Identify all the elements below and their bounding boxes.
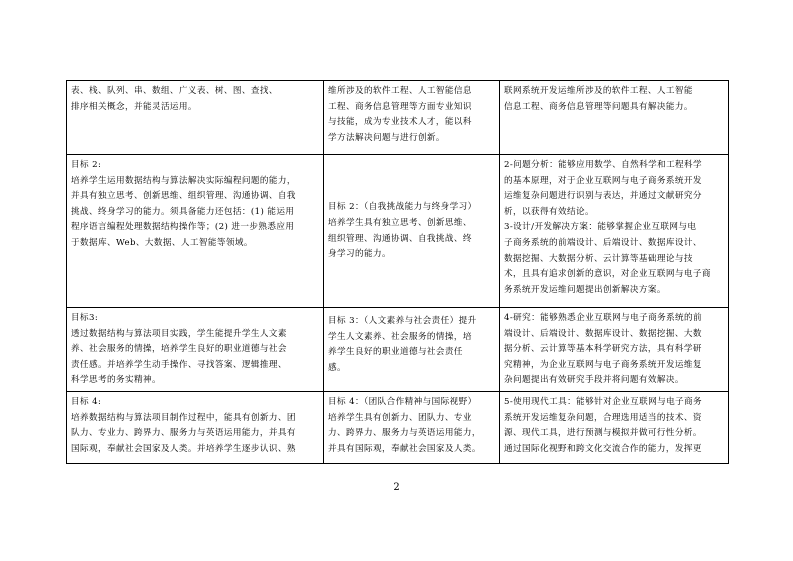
course-goal-cell: 目标 2: 培养学生运用数据结构与算法解决实际编程问题的能力， 并具有独立思考、创新思维、组织管理、沟通协调、自我 挑战、终身学习的能力。须具备能力还包括：(1) 能运用 程序语言编程处理数据结构操作等；(2) 进一步熟悉应用 于数据库、Web、大数据、人工智能等领域。 (67, 155, 324, 308)
graduation-requirement-cell: 4-研究：能够熟悉企业互联网与电子商务系统的前 端设计、后端设计、数据库设计、数据挖掘、大数 据分析、云计算等基本科学研究方法，具有科学研 究精神，为企业互联网与电子商务系统开发运维复 杂问题提出有效研究手段并将问题有效解决。 (500, 308, 729, 392)
graduation-requirement-cell: 联网系统开发运维所涉及的软件工程、人工智能 信息工程、商务信息管理等问题具有解决能力。 (500, 81, 729, 155)
table-row (67, 81, 729, 155)
table-row (67, 155, 729, 308)
program-goal-cell: 目标 3：（人文素养与社会责任）提升 学生人文素养、社会服务的情操，培 养学生良好的职业道德与社会责任 感。 (324, 308, 500, 392)
curriculum-table (66, 80, 729, 464)
course-goal-cell: 表、栈、队列、串、数组、广义表、树、图、查找、 排序相关概念，并能灵活运用。 (67, 81, 324, 155)
page-number: 2 (393, 482, 400, 493)
table-row (67, 391, 729, 463)
course-goal-cell: 目标3: 透过数据结构与算法项目实践，学生能提升学生人文素 养、社会服务的情操，培养学生良好的职业道德与社会 责任感。并培养学生动手操作、寻找答案、逻辑推理、 科学思考的务实精神。 (67, 308, 324, 392)
course-goal-cell: 目标 4: 培养数据结构与算法项目制作过程中，能具有创新力、团 队力、专业力、跨界力、服务力与英语运用能力，并具有 国际观，奉献社会国家及人类。并培养学生逐步认识、熟 (67, 391, 324, 463)
program-goal-cell: 维所涉及的软件工程、人工智能信息 工程、商务信息管理等方面专业知识 与技能，成为专业技术人才，能以科 学方法解决问题与进行创新。 (324, 81, 500, 155)
program-goal-cell: 目标 2：（自我挑战能力与终身学习） 培养学生具有独立思考、创新思维、 组织管理、沟通协调、自我挑战、终 身学习的能力。 (324, 155, 500, 308)
graduation-requirement-cell: 5-使用现代工具：能够针对企业互联网与电子商务 系统开发运维复杂问题，合理选用适当的技术、资 源、现代工具，进行预测与模拟并做可行性分析。 通过国际化视野和跨文化交流合作的能力，发挥更 (500, 391, 729, 463)
graduation-requirement-cell: 2-问题分析：能够应用数学、自然科学和工程科学 的基本原理，对于企业互联网与电子商务系统开发 运维复杂问题进行识别与表达，并通过文献研究分 析，以获得有效结论。 3-设计/开发解决方案：能够掌握企业互联网与电 子商务系统的前端设计、后端设计、数据库设计、 数据挖掘、大数据分析、云计算等基础理论与技 术，且具有追求创新的意识，对企业互联网与电子商 务系统开发运维问题提出创新解决方案。 (500, 155, 729, 308)
table-row (67, 308, 729, 392)
program-goal-cell: 目标 4：（团队合作精神与国际视野） 培养学生具有创新力、团队力、专业 力、跨界力、服务力与英语运用能力， 并具有国际观，奉献社会国家及人类。 (324, 391, 500, 463)
